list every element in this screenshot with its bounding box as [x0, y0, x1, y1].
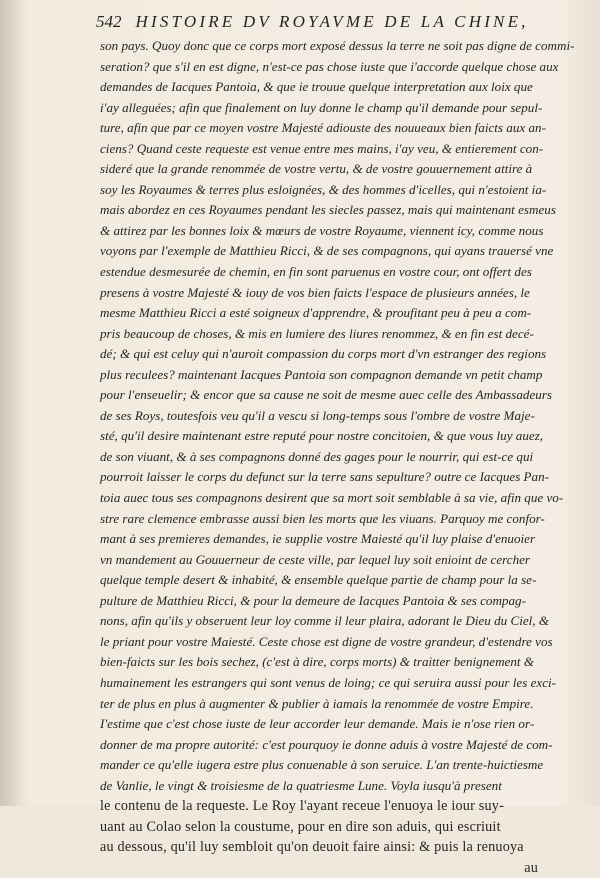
text-line: ter de plus en plus à augmenter & publier à iamais la renommée de vostre Empire. — [100, 695, 534, 711]
text-line: seration? que s'il en est digne, n'est-ce pas chose iuste que i'accorde quelque chose aux — [100, 58, 559, 74]
text-line: plus reculees? maintenant Iacques Pantoia son compagnon demande vn petit champ — [100, 366, 543, 382]
text-line: nons, afin qu'ils y obseruent leur loy comme il leur plaira, adorant le Dieu du Ciel, & — [100, 613, 550, 629]
text-line: le priant pour vostre Maiesté. Ceste chose est digne de vostre grandeur, d'estendre vos — [100, 633, 553, 649]
text-line: pulture de Matthieu Ricci, & pour la demeure de Iacques Pantoia & ses compag- — [100, 592, 526, 608]
text-line: i'ay alleguées; afin que finalement on luy donne le champ qu'il demande pour sepul- — [100, 99, 543, 115]
text-line: stre rare clemence embrasse aussi bien les morts que les viuans. Parquoy me confor- — [100, 510, 545, 526]
text-line: mesme Matthieu Ricci a esté soigneux d'apprendre, & proufitant peu à peu a com- — [100, 305, 532, 321]
text-line: de ses Roys, toutesfois veu qu'il a vescu si long-temps sous l'ombre de vostre Maje- — [100, 407, 535, 423]
text-line: mant à ses premieres demandes, ie supplie vostre Maiesté qu'il luy plaise d'enuoier — [100, 531, 536, 547]
text-line: au dessous, qu'il luy sembloit qu'on deuoit faire ainsi: & puis la renuoya — [100, 839, 524, 856]
text-body — [100, 36, 575, 878]
text-line: ture, afin que par ce moyen vostre Majesté adiouste des nouueaux bien faicts aux an- — [100, 120, 546, 136]
text-line: ciens? Quand ceste requeste est venue entre mes mains, i'ay veu, & entierement con- — [100, 140, 544, 156]
text-line: donner de ma propre autorité: c'est pourquoy ie donne aduis à vostre Majesté de com- — [100, 736, 553, 752]
text-line: quelque temple desert & inhabité, & ensemble quelque partie de champ pour la se- — [100, 572, 537, 588]
text-line: mais abordez en ces Royaumes pendant les siecles passez, mais qui maintenant esmeus — [100, 202, 556, 218]
text-line: le contenu de la requeste. Le Roy l'ayant receue l'enuoya le iour suy- — [100, 798, 504, 815]
text-line: toia auec tous ses compagnons desirent que sa mort soit semblable à sa vie, afin que vo- — [100, 490, 564, 506]
text-line: I'estime que c'est chose iuste de leur accorder leur demande. Mais ie n'ose rien or- — [100, 716, 535, 732]
catchword: au — [524, 859, 538, 876]
text-line: sideré que la grande renommée de vostre vertu, & de vostre gouuernement attire à — [100, 161, 533, 177]
page-gutter-shadow — [0, 0, 26, 806]
text-line: demandes de Iacques Pantoia, & que ie trouue quelque interpretation aux loix que — [100, 79, 533, 95]
text-line: son pays. Quoy donc que ce corps mort exposé dessus la terre ne soit pas digne de commi- — [100, 38, 575, 53]
text-line: voyons par l'exemple de Matthieu Ricci, & de ses compagnons, qui ayans trauersé vne — [100, 243, 554, 259]
text-line: de son viuant, & à ses compagnons donné des gages pour le nourrir, qui est-ce qui — [100, 448, 534, 464]
text-line: presens à vostre Majesté & iouy de vos bien faicts l'espace de plusieurs années, le — [100, 284, 530, 300]
text-line: sté, qu'il desire maintenant estre reputé pour nostre concitoien, & que vous luy auez, — [100, 428, 544, 444]
text-line: soy les Royaumes & terres plus esloignées, & des hommes d'icelles, qui n'estoient ia- — [100, 181, 547, 197]
text-line: pourroit laisser le corps du defunct sur la terre sans sepulture? outre ce Iacques Pan- — [100, 469, 550, 485]
text-line: bien-faicts sur les bois sechez, (c'est à dire, corps morts) & traitter benignement & — [100, 654, 534, 670]
text-line: & attirez par les bonnes loix & mœurs de vostre Royaume, viennent icy, comme nous — [100, 222, 544, 238]
running-head — [96, 12, 562, 34]
text-line: de Vanlie, le vingt & troisiesme de la quatriesme Lune. Voyla iusqu'à present — [100, 777, 502, 793]
text-line: estendue desmesurée de chemin, en fin sont paruenus en vostre cour, ont offert des — [100, 264, 532, 280]
page-number: 542 — [96, 12, 122, 31]
text-line: pris beaucoup de choses, & mis en lumiere des liures renommez, & en fin est decé- — [100, 325, 534, 341]
text-line: uant au Colao selon la coustume, pour en dire son aduis, qui escriuit — [100, 818, 501, 835]
text-line: mander ce qu'elle iugera estre plus conuenable à son seruice. L'an trente-huictiesme — [100, 757, 544, 773]
text-line: humainement les estrangers qui sont venus de loing; ce qui seruira aussi pour les exci- — [100, 674, 557, 690]
text-line: vn mandement au Gouuerneur de ceste ville, par lequel luy soit enioint de cercher — [100, 551, 531, 567]
running-title: HISTOIRE DV ROYAVME DE LA CHINE, — [135, 12, 529, 31]
text-line: dé; & qui est celuy qui n'auroit compassion du corps mort d'vn estranger des regions — [100, 346, 547, 362]
text-line: pour l'enseuelir; & encor que sa cause ne soit de mesme auec celle des Ambassadeurs — [100, 387, 553, 403]
